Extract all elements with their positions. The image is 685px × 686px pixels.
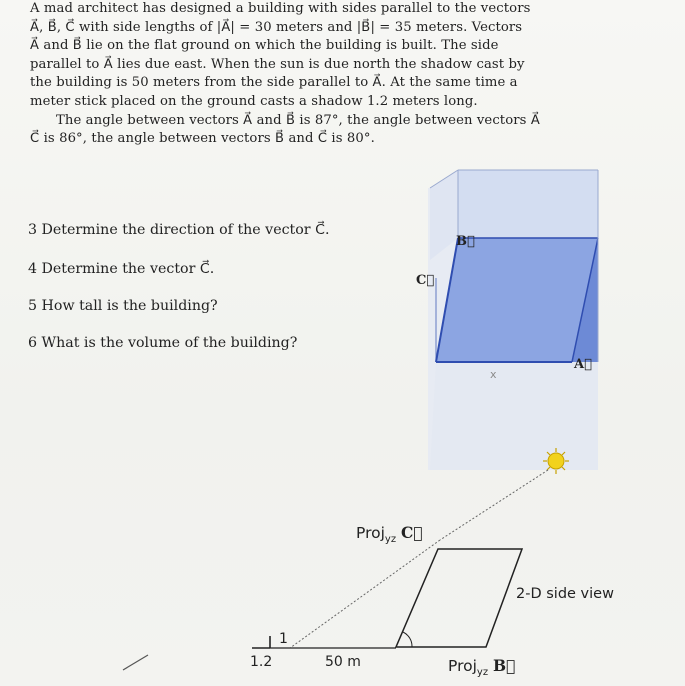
intro-line: A⃗, B⃗, C⃗ with side lengths of |A⃗| = 30 meters and |B⃗| = 35 meters. Vectors — [30, 19, 523, 35]
building-top-face — [458, 170, 598, 238]
proj-b-text: Proj — [448, 657, 477, 675]
proj-b-vector: B⃗ — [493, 656, 516, 675]
question-6: 6 What is the volume of the building? — [28, 335, 298, 351]
angles-line: C⃗ is 86°, the angle between vectors B⃗ and C⃗ is 80°. — [30, 131, 375, 147]
proj-b-label — [448, 656, 515, 678]
intro-line: A⃗ and B⃗ lie on the flat ground on which the building is built. The side — [30, 38, 499, 54]
building-blue-front — [436, 238, 598, 362]
sun-ray-stick — [290, 540, 440, 648]
proj-b-sub: yz — [476, 667, 489, 679]
proj-c-text: Proj — [356, 524, 385, 542]
label-c: C⃗ — [416, 273, 435, 288]
building-shadow-label: 50 m — [325, 654, 361, 670]
angle-arc — [403, 632, 412, 647]
stick-height-label: 1 — [279, 631, 288, 647]
intro-line: the building is 50 meters from the side parallel to A⃗. At the same time a — [30, 75, 518, 91]
intro-line: meter stick placed on the ground casts a shadow 1.2 meters long. — [30, 93, 478, 109]
intro-line: parallel to A⃗ lies due east. When the sun is due north the shadow cast by — [30, 56, 525, 72]
label-b: B⃗ — [456, 234, 475, 249]
proj-c-sub: yz — [384, 534, 397, 546]
stick-shadow-label: 1.2 — [250, 654, 273, 670]
side-view-parallelogram — [396, 549, 522, 647]
question-3: 3 Determine the direction of the vector C⃗. — [28, 222, 330, 238]
building-base — [430, 362, 598, 470]
x-mark: x — [490, 368, 497, 381]
question-4: 4 Determine the vector C⃗. — [28, 261, 215, 277]
pen-mark — [123, 655, 148, 670]
proj-c-label — [356, 523, 423, 545]
proj-c-vector: C⃗ — [401, 523, 423, 542]
question-5: 5 How tall is the building? — [28, 298, 218, 314]
intro-line: A mad architect has designed a building with sides parallel to the vectors — [30, 1, 531, 16]
label-a: A⃗ — [574, 357, 592, 372]
side-view-label: 2-D side view — [516, 586, 614, 602]
sun-ray-building — [440, 470, 548, 540]
angles-line: The angle between vectors A⃗ and B⃗ is 87°, the angle between vectors A⃗ — [56, 112, 540, 128]
